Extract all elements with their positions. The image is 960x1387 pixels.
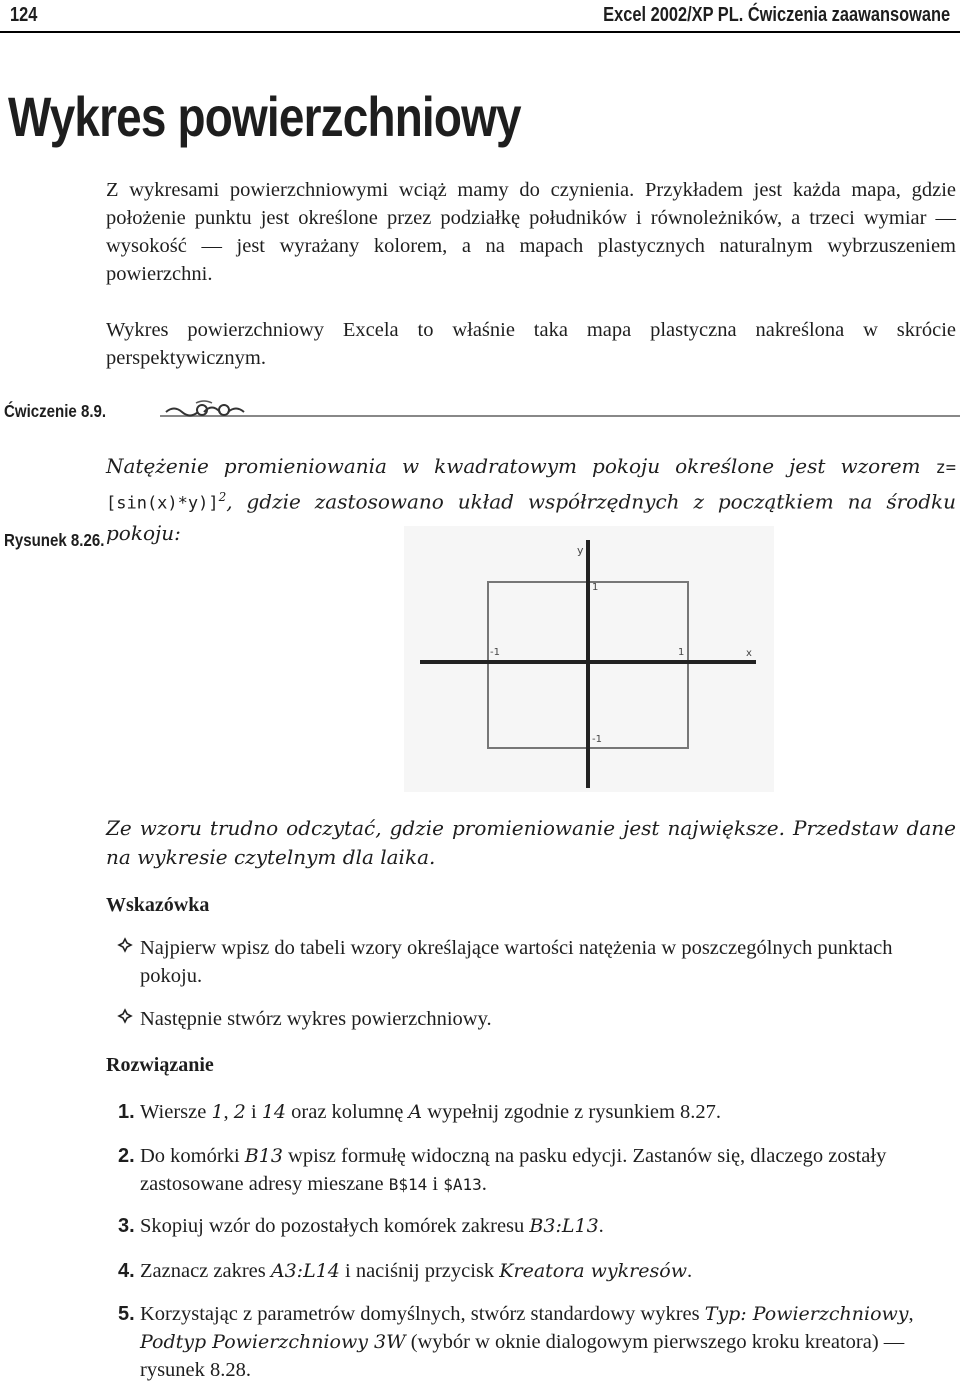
book-title: Excel 2002/XP PL. Ćwiczenia zaawansowane [602, 4, 950, 26]
step-text-part: oraz kolumnę [286, 1101, 409, 1123]
step-text-part: Skopiuj wzór do pozostałych komórek zakresu [140, 1215, 530, 1237]
exercise-question: Ze wzoru trudno odczytać, gdzie promieniowanie jest największe. Przedstaw dane na wykresie czytelnym dla laika. [106, 816, 956, 869]
step-text-part: . [686, 1260, 693, 1282]
task-formula: z=[sin(x)*y)] [106, 458, 956, 514]
step-text-part: (wybór w oknie dialogowym pierwszego kroku kreatora) — rysunek 8.28. [140, 1331, 905, 1381]
step-text-part: i naciśnij przycisk [339, 1260, 500, 1282]
step-ref: A3:L14 [270, 1260, 340, 1282]
step-text-part: . [598, 1215, 604, 1237]
diamond-bullet-icon [114, 934, 136, 956]
step-code: B$14 [388, 1175, 428, 1194]
step-text-part: Zaznacz zakres [140, 1260, 271, 1282]
step-number: 4. [118, 1260, 135, 1282]
step-number: 1. [118, 1101, 135, 1123]
hint-item-text: Najpierw wpisz do tabeli wzory określające wartości natężenia w poszczególnych punktach pokoju. [140, 937, 893, 987]
step-ref: B3:L13 [529, 1215, 599, 1237]
step-ref: Podtyp Powierzchniowy 3W [140, 1331, 406, 1353]
task-text-before: Natężenie promieniowania w kwadratowym pokoju określone jest wzorem [106, 454, 936, 478]
step-text [140, 1098, 954, 1126]
step-text-part: i [427, 1173, 444, 1195]
step-number: 3. [118, 1215, 135, 1237]
intro-paragraph-1: Z wykresami powierzchniowymi wciąż mamy do czynienia. Przykładem jest każda mapa, gdzie położenie punktu jest określone przez podziałkę południków i równoleżników, a trzeci wymiar — wysokość — jest wyrażany kolorem, a na mapach plastycznych naturalnym wybrzuszeniem powierzchni. [106, 179, 956, 285]
step-text-part: Wiersze [140, 1101, 212, 1123]
exercise-ornament-icon [160, 399, 960, 423]
step-text [140, 1257, 954, 1285]
step-text-part: . [481, 1173, 487, 1195]
intro-paragraph-2: Wykres powierzchniowy Excela to właśnie taka mapa plastyczna nakreślona w skrócie perspektywicznym. [106, 319, 956, 369]
step-text-part: , [223, 1101, 234, 1123]
task-formula-exponent: 2 [218, 490, 227, 504]
step-ref: 2 [233, 1101, 246, 1123]
step-text-part: i [245, 1101, 262, 1123]
figure-label: Rysunek 8.26. [4, 530, 105, 550]
x-axis-label: x [746, 648, 752, 659]
page-number: 124 [10, 4, 38, 26]
tick-y-neg: -1 [592, 734, 602, 745]
step-text [140, 1142, 954, 1199]
step-text-part: Do komórki [140, 1145, 245, 1167]
step-text-part: wypełnij zgodnie z rysunkiem 8.27. [422, 1101, 722, 1123]
hint-heading: Wskazówka [106, 894, 210, 916]
task-text-after: , gdzie zastosowano układ współrzędnych z początkiem na środku pokoju: [106, 489, 956, 545]
y-axis-label: y [577, 544, 584, 557]
diamond-bullet-icon [114, 1005, 136, 1027]
step-number: 2. [118, 1145, 135, 1167]
exercise-label: Ćwiczenie 8.9. [4, 401, 107, 421]
step-number: 5. [118, 1303, 135, 1325]
solution-heading: Rozwiązanie [106, 1054, 214, 1076]
step-text-part: , [908, 1303, 914, 1325]
coordinate-figure [404, 526, 774, 792]
step-ref: 1 [211, 1101, 224, 1123]
step-ref: Kreatora wykresów [499, 1260, 687, 1282]
tick-x-neg: -1 [490, 647, 500, 658]
step-ref: A [408, 1101, 423, 1123]
tick-y-pos: 1 [592, 582, 599, 593]
header-rule [0, 31, 960, 33]
step-ref: 14 [261, 1101, 287, 1123]
step-text-part: Korzystając z parametrów domyślnych, stwórz standardowy wykres [140, 1303, 705, 1325]
hint-item-text: Następnie stwórz wykres powierzchniowy. [140, 1008, 492, 1030]
step-ref: Typ: Powierzchniowy [704, 1303, 909, 1325]
step-text [140, 1212, 954, 1240]
step-ref: B13 [244, 1145, 283, 1167]
step-code: $A13 [443, 1175, 482, 1194]
step-text [140, 1300, 954, 1384]
chapter-title: Wykres powierzchniowy [8, 85, 521, 148]
step-text-part: wpisz formułę widoczną na pasku edycji. Zastanów się, dlaczego zostały zastosowane adresy mieszane [140, 1145, 887, 1195]
tick-x-pos: 1 [678, 647, 685, 658]
